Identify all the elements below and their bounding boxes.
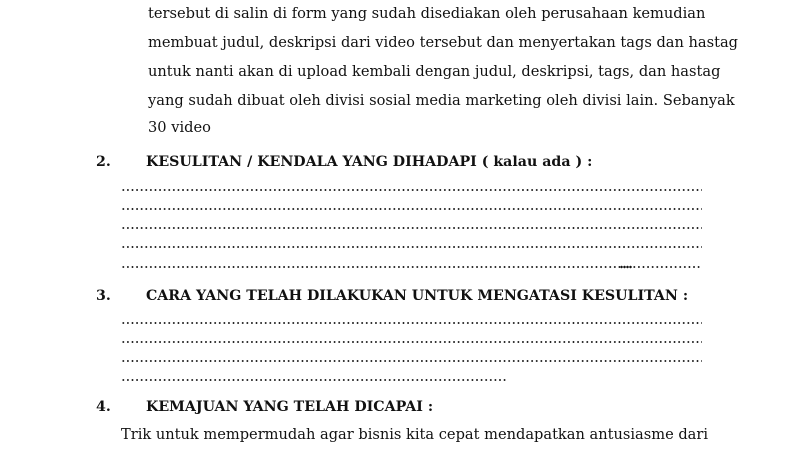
- dotted-line: [121, 221, 702, 235]
- paragraph-line: untuk nanti akan di upload kembali dengan judul, deskripsi, tags, dan hastag: [148, 63, 721, 80]
- item4-text: Trik untuk mempermudah agar bisnis kita cepat mendapatkan antusiasme dari: [121, 426, 709, 443]
- item3-number: 3.: [96, 288, 111, 304]
- dotted-line: [121, 202, 702, 216]
- dotted-line: [121, 316, 702, 330]
- dotted-line-dense-segment: [620, 260, 632, 274]
- item4-title: KEMAJUAN YANG TELAH DICAPAI :: [146, 399, 434, 415]
- dotted-line: [121, 183, 702, 197]
- dotted-line: [121, 260, 620, 274]
- dotted-line: [121, 240, 702, 254]
- paragraph-line: 30 video: [148, 119, 211, 136]
- paragraph-line: yang sudah dibuat oleh divisi sosial media marketing oleh divisi lain. Sebanyak: [148, 92, 735, 109]
- dotted-line: [121, 373, 507, 387]
- paragraph-line: tersebut di salin di form yang sudah disediakan oleh perusahaan kemudian: [148, 5, 706, 22]
- dotted-line: [121, 354, 702, 368]
- item2-number: 2.: [96, 154, 111, 170]
- item4-number: 4.: [96, 399, 111, 415]
- item3-title: CARA YANG TELAH DILAKUKAN UNTUK MENGATASI KESULITAN :: [146, 288, 689, 304]
- paragraph-line: membuat judul, deskripsi dari video tersebut dan menyertakan tags dan hastag: [148, 34, 739, 51]
- dotted-line: [632, 260, 702, 274]
- dotted-line: [121, 335, 702, 349]
- item2-title: KESULITAN / KENDALA YANG DIHADAPI ( kalau ada ) :: [146, 154, 593, 170]
